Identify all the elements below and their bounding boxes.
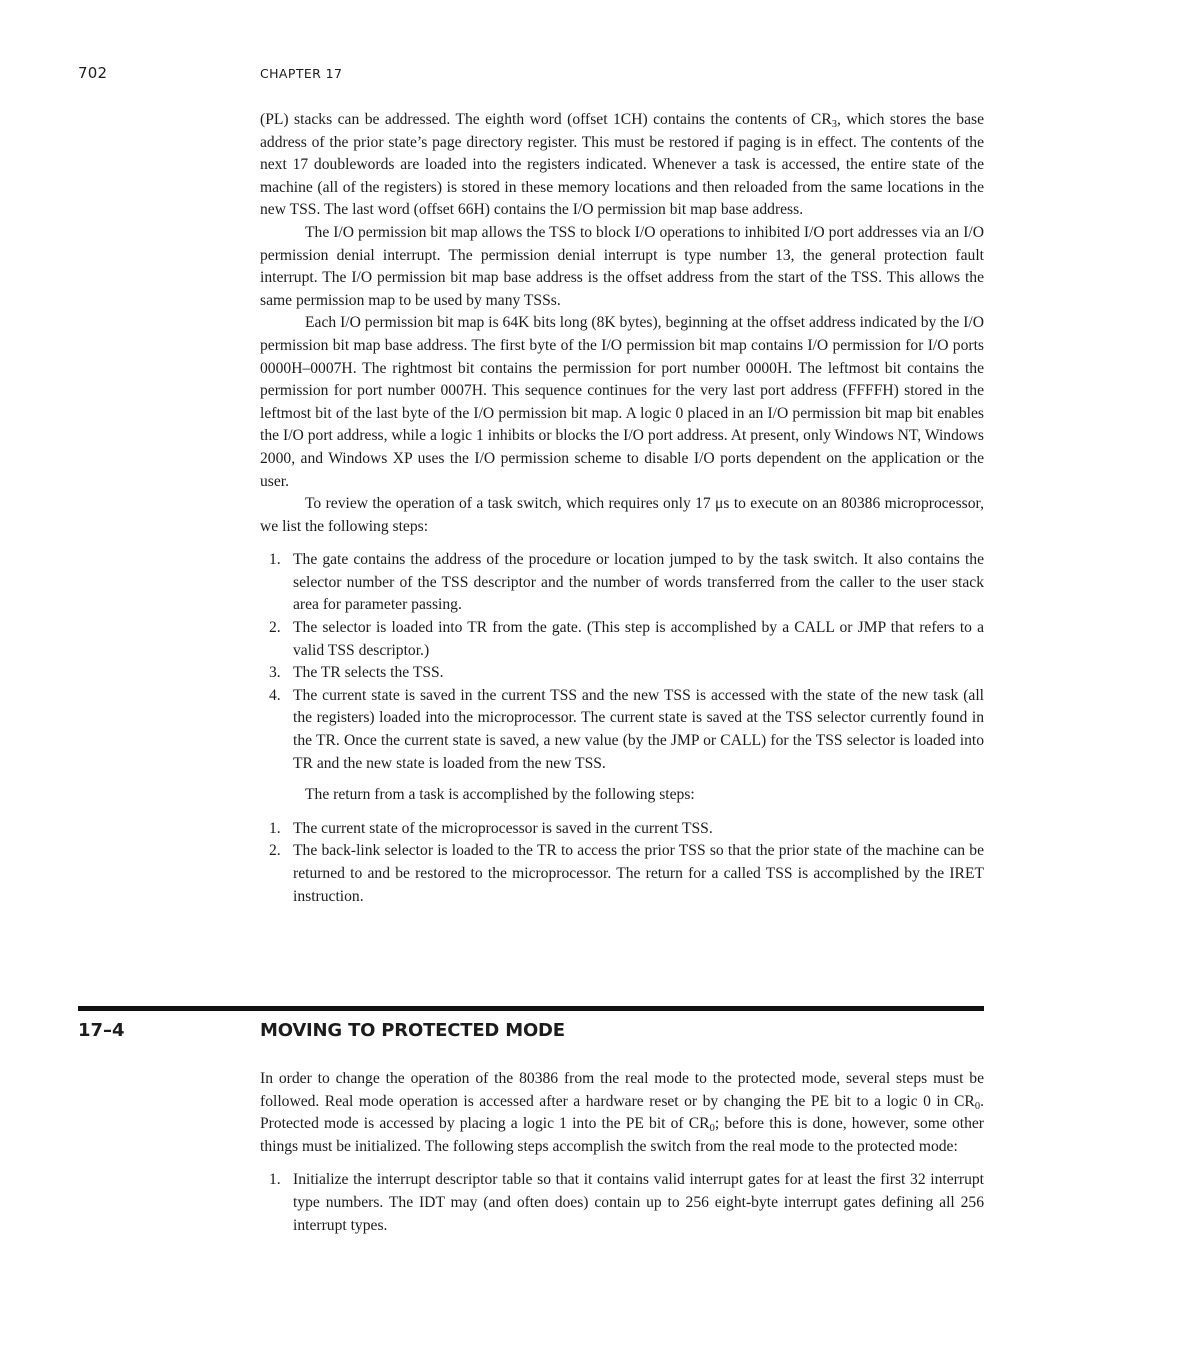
- subscript: 0: [974, 1100, 981, 1112]
- paragraph-protected-mode-intro: [260, 1068, 984, 1158]
- paragraph-io-permission-map: The I/O permission bit map allows the TSS to block I/O operations to inhibited I/O port addresses via an I/O permission denial interrupt. The permission denial interrupt is type number 13, the general protection fault interrupt. The I/O permission bit map base address is the offset address from the start of the TSS. This allows the same permission map to be used by many TSSs.: [260, 223, 984, 309]
- paragraph-tss-contents: [260, 109, 984, 222]
- subscript: 0: [709, 1123, 715, 1135]
- paragraph-return-intro: The return from a task is accomplished by the following steps:: [305, 786, 695, 804]
- list-text: The gate contains the address of the procedure or location jumped to by the task switch. It also contains the selector number of the TSS descriptor and the number of words transferred from the caller to the user stack area for parameter passing.: [293, 551, 984, 614]
- list-item: [260, 662, 984, 685]
- list-text: Initialize the interrupt descriptor table so that it contains valid interrupt gates for at least the first 32 interrupt type numbers. The IDT may (and often does) contain up to 256 eight-byte interrupt gates defining all 256 interrupt types.: [293, 1171, 984, 1234]
- task-switch-steps: [260, 549, 984, 775]
- list-number: 2.: [269, 842, 281, 860]
- list-number: 1.: [269, 551, 281, 569]
- lower-body: [260, 1068, 984, 1237]
- upper-body: [260, 109, 984, 908]
- list-text: The selector is loaded into TR from the gate. (This step is accomplished by a CALL or JMP that refers to a valid TSS descriptor.): [293, 619, 984, 659]
- list-item: [260, 617, 984, 662]
- task-return-steps: [260, 818, 984, 908]
- section-rule: [78, 1006, 984, 1011]
- list-item: [260, 685, 984, 775]
- list-text: The TR selects the TSS.: [293, 664, 444, 682]
- section-number: 17–4: [78, 1020, 125, 1041]
- list-text: The back-link selector is loaded to the TR to access the prior TSS so that the prior state of the machine can be returned to and be restored to the microprocessor. The return for a called TSS is accomplished by the IRET instruction.: [293, 842, 984, 905]
- subscript: 3: [831, 119, 837, 130]
- list-item: [260, 840, 984, 908]
- list-number: 4.: [269, 686, 281, 704]
- list-number: 1.: [269, 819, 281, 837]
- paragraph-text: ; before this is done, however, some other things must be initialized. The following steps accomplish the switch from the real mode to the protected mode:: [260, 1115, 984, 1155]
- paragraph-text: . Protected mode is accessed by placing a logic 1 into the PE bit of CR: [260, 1092, 984, 1133]
- paragraph-io-permission-bits: Each I/O permission bit map is 64K bits long (8K bytes), beginning at the offset address indicated by the I/O permission bit map base address. The first byte of the I/O permission bit map contains I/O permission for I/O ports 0000H–0007H. The rightmost bit contains the permission for port number 0000H. The leftmost bit contains the permission for port number 0007H. This sequence continues for the very last port address (FFFFH) stored in the leftmost bit of the last byte of the I/O permission bit map. A logic 0 placed in an I/O permission bit map bit enables the I/O port address, while a logic 1 inhibits or blocks the I/O port address. At present, only Windows NT, Windows 2000, and Windows XP uses the I/O permission scheme to disable I/O ports dependent on the application or the user.: [260, 314, 984, 490]
- protected-mode-steps: [260, 1169, 984, 1237]
- paragraph-task-switch-intro: To review the operation of a task switch, which requires only 17 μs to execute on an 80386 microprocessor, we list the following steps:: [260, 495, 984, 535]
- paragraph-text: (PL) stacks can be addressed. The eighth word (offset 1CH) contains the contents of CR: [260, 111, 832, 128]
- list-number: 3.: [269, 664, 281, 682]
- list-item: [260, 549, 984, 617]
- list-number: 1.: [269, 1171, 281, 1189]
- paragraph-text: , which stores the base address of the prior state’s page directory register. This must be restored if paging is in effect. The contents of the next 17 doublewords are loaded into the registers indicated. Whenever a task is accessed, the entire state of the machine (all of the registers) is stored in these memory locations and then reloaded from the same locations in the new TSS. The last word (offset 66H) contains the I/O permission bit map base address.: [260, 111, 984, 219]
- running-head: CHAPTER 17: [260, 66, 343, 81]
- list-item: [260, 1169, 984, 1237]
- list-item: [260, 818, 984, 841]
- section-title: MOVING TO PROTECTED MODE: [260, 1020, 565, 1041]
- page-number: 702: [78, 64, 108, 82]
- paragraph-text: In order to change the operation of the 80386 from the real mode to the protected mode, several steps must be followed. Real mode operation is accessed after a hardware reset or by changing the PE bit to a logic 0 in CR: [260, 1070, 984, 1110]
- list-number: 2.: [269, 619, 281, 637]
- list-text: The current state is saved in the current TSS and the new TSS is accessed with the state of the new task (all the registers) loaded into the microprocessor. The current state is saved at the TSS selector currently found in the TR. Once the current state is saved, a new value (by the JMP or CALL) for the TSS selector is loaded into TR and the new state is loaded from the new TSS.: [293, 686, 984, 772]
- list-text: The current state of the microprocessor is saved in the current TSS.: [293, 819, 713, 837]
